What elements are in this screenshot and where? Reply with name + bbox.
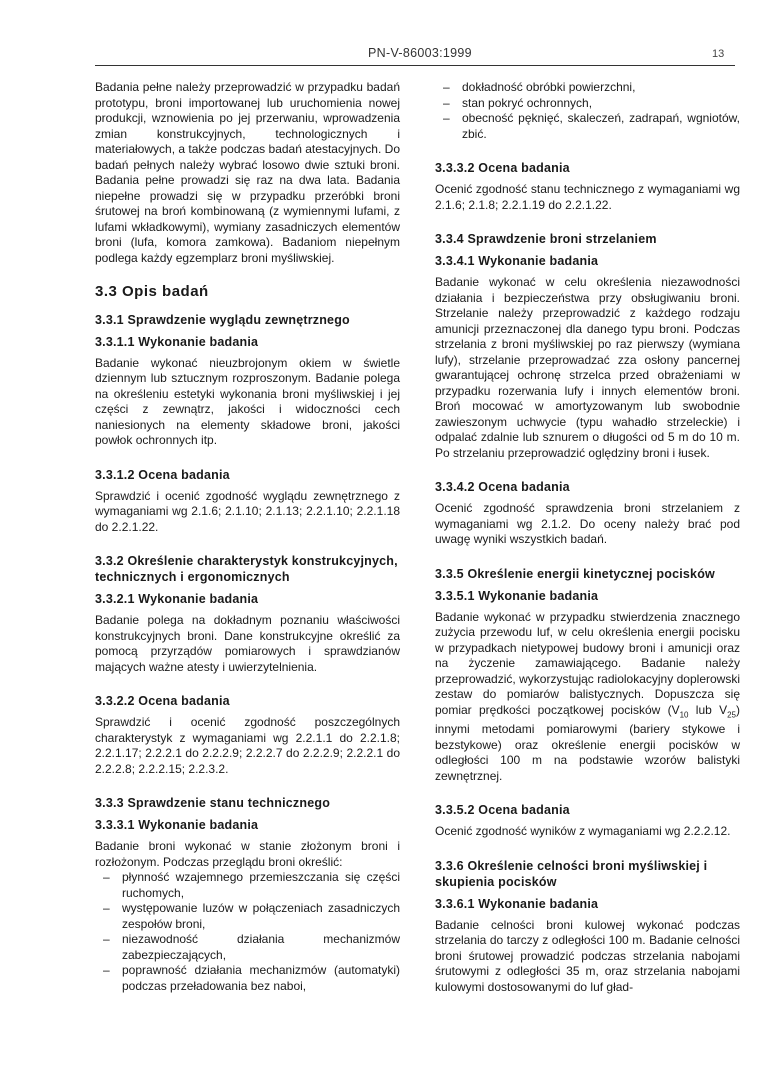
list-item: – dokładność obróbki powierzchni, (443, 80, 636, 94)
heading-3-3-4-2: 3.3.4.2 Ocena badania (435, 480, 570, 494)
heading-3-3-1-1: 3.3.1.1 Wykonanie badania (95, 334, 259, 349)
paragraph-3-3-3-1: Badanie broni wykonać w stanie złożonym broni i rozłożonym. Podczas przeglądu broni określić: (95, 839, 400, 869)
paragraph-3-3-6-1: Badanie celności broni kulowej wykonać podczas strzelania do tarczy z odległości 100 m. Badanie celności broni śrutowej prowadzić podczas strzelania nabojami śrutowymi z odległości 35 m, oraz strzelania nabojami kulowymi dostosowanymi do luf gład- (435, 917, 740, 994)
page-number: 13 (712, 48, 725, 60)
heading-3-3-3-1: 3.3.3.1 Wykonanie badania (95, 818, 259, 832)
paragraph-3-3-2-1: Badanie polega na dokładnym poznaniu właściwości konstrukcyjnych broni. Dane konstrukcyjne określić za pomocą przyrządów pomiarowych i sprawdzianów mających ważne atesty i uwierzytelnienia. (95, 613, 400, 674)
list-item: – obecność pęknięć, skaleczeń, zadrapań, wgniotów, zbić. (443, 111, 740, 141)
heading-3-3-1: 3.3.1 Sprawdzenie wyglądu zewnętrznego (95, 312, 350, 327)
list-item: – występowanie luzów w połączeniach zasadniczych zespołów broni, (103, 901, 400, 931)
paragraph-3-3-2-2: Sprawdzić i ocenić zgodność poszczególnych charakterystyk z wymaganiami wg 2.2.1.1 do 2.2.1.8; 2.2.1.17; 2.2.2.1 do 2.2.2.9; 2.2.2.7 do 2.2.2.9; 2.2.2.1 do 2.2.2.8; 2.2.2.15; 2.2.3.2. (95, 715, 400, 776)
heading-3-3-4-1: 3.3.4.1 Wykonanie badania (435, 254, 599, 268)
paragraph-3-3-5-2: Ocenić zgodność wyników z wymaganiami wg 2.2.2.12. (435, 824, 731, 839)
paragraph-3-3-5-1: Badanie wykonać w przypadku stwierdzenia znacznego zużycia przewodu luf, w celu określenia energii pocisku w przypadkach nietypowej budowy broni i amunicji oraz na życzenie zamawiającego. Badanie należy przeprowadzić, wykorzystując radiolokacyjny doplerowski zestaw do pomiarów balistycznych. Dopuszcza się pomiar prędkości początkowej pocisków ($V_{10}$ lub $V_{25}$) innymi metodami pomiarowymi (bariery stykowe i bezstykowe) oraz określenie energii pocisków w odległości 100 m na podstawie wzorów balistyki zewnętrznej. (435, 609, 741, 783)
heading-3-3-3-2: 3.3.3.2 Ocena badania (435, 161, 570, 175)
list-item: – stan pokryć ochronnych, (443, 95, 593, 110)
intro-paragraph: Badania pełne należy przeprowadzić w przypadku badań prototypu, broni importowanej lub uruchomienia nowej produkcji, wznowienia po jej przerwaniu, wprowadzenia zmian konstrukcyjnych, technologicznych i materiałowych, a także podczas badań atestacyjnych. Do badań pełnych należy wybrać losowo dwie sztuki broni. Badania pełne prowadzi się raz na dwa lata. Badania niepełne prowadzi się w przypadku przeróbki broni śrutowej na broń kombinowaną (z wymiennymi lufami, z lufami wkładkowymi), wymiany zasadniczych elementów broni (lufa, komora zamkowa). Badaniom niepełnym podlega każdy egzemplarz broni myśliwskiej. (95, 80, 400, 265)
heading-3-3-6: 3.3.6 Określenie celności broni myśliwskiej i skupienia pocisków (435, 858, 708, 889)
list-item: – poprawność działania mechanizmów (automatyki) podczas przeładowania bez naboi, (103, 963, 400, 993)
paragraph-3-3-3-2: Ocenić zgodność stanu technicznego z wymaganiami wg 2.1.6; 2.1.8; 2.2.1.19 do 2.2.1.22. (435, 182, 740, 212)
heading-3-3-5-1: 3.3.5.1 Wykonanie badania (435, 588, 599, 603)
inspection-list (95, 870, 400, 994)
heading-3-3-2-1: 3.3.2.1 Wykonanie badania (95, 592, 259, 606)
heading-3-3-5-2: 3.3.5.2 Ocena badania (435, 803, 570, 818)
list-item: – niezawodność działania mechanizmów zabezpieczających, (103, 932, 400, 962)
paragraph-3-3-4-2: Ocenić zgodność sprawdzenia broni strzelaniem z wymaganiami wg 2.1.2. Do oceny należy brać pod uwagę wyniki wszystkich badań. (435, 501, 740, 546)
right-column (435, 80, 740, 995)
paragraph-3-3-4-1: Badanie wykonać w celu określenia niezawodności działania i bezpieczeństwa przy obsługiwaniu broni. Strzelanie należy przeprowadzić z każdego rodzaju amunicji przeznaczonej dla danego typu broni. Podczas strzelania z broni myśliwskiej po raz pierwszy (wymiana lufy), strzelanie przeprowadzać zza osłony pancernej gwarantującej ochronę strzelca przed obrażeniami w przypadku rozerwania lufy i innych elementów broni. Broń mocować w amortyzowanym lub swobodnie zawieszonym uchwycie (typu wahadło strzeleckie) i odpalać zdalnie lub sznurem o długości od 5 m do 10 m. Po strzelaniu przeprowadzić oględziny broni i łusek. (435, 275, 740, 460)
list-item: – płynność wzajemnego przemieszczania się części ruchomych, (103, 870, 400, 900)
heading-3-3-2: 3.3.2 Określenie charakterystyk konstrukcyjnych, technicznych i ergonomicznych (95, 554, 398, 584)
heading-3-3-2-2: 3.3.2.2 Ocena badania (95, 694, 230, 708)
paragraph-3-3-1-2: Sprawdzić i ocenić zgodność wyglądu zewnętrznego z wymaganiami wg 2.1.6; 2.1.10; 2.1.13; 2.2.1.10; 2.2.1.18 do 2.2.1.22. (95, 488, 400, 534)
inspection-list-continued (435, 80, 740, 142)
heading-3-3-5: 3.3.5 Określenie energii kinetycznej pocisków (435, 566, 715, 581)
paragraph-3-3-1-1: Badanie wykonać nieuzbrojonym okiem w świetle dziennym lub sztucznym rozproszonym. Badanie polega na określeniu estetyki wykonania broni myśliwskiej i jej części z zewnątrz, jakości i widoczności cech naniesionych na elementy składowe broni, jakości powłok ochronnych itp. (95, 355, 400, 447)
heading-3-3-3: 3.3.3 Sprawdzenie stanu technicznego (95, 796, 331, 810)
header-rule (95, 65, 735, 66)
heading-3-3-1-2: 3.3.1.2 Ocena badania (95, 467, 230, 482)
heading-3-3-4: 3.3.4 Sprawdzenie broni strzelaniem (435, 232, 657, 246)
heading-3-3: 3.3 Opis badań (95, 283, 209, 300)
heading-3-3-6-1: 3.3.6.1 Wykonanie badania (435, 896, 599, 911)
left-column (95, 80, 400, 994)
document-code: PN-V-86003:1999 (368, 46, 472, 60)
